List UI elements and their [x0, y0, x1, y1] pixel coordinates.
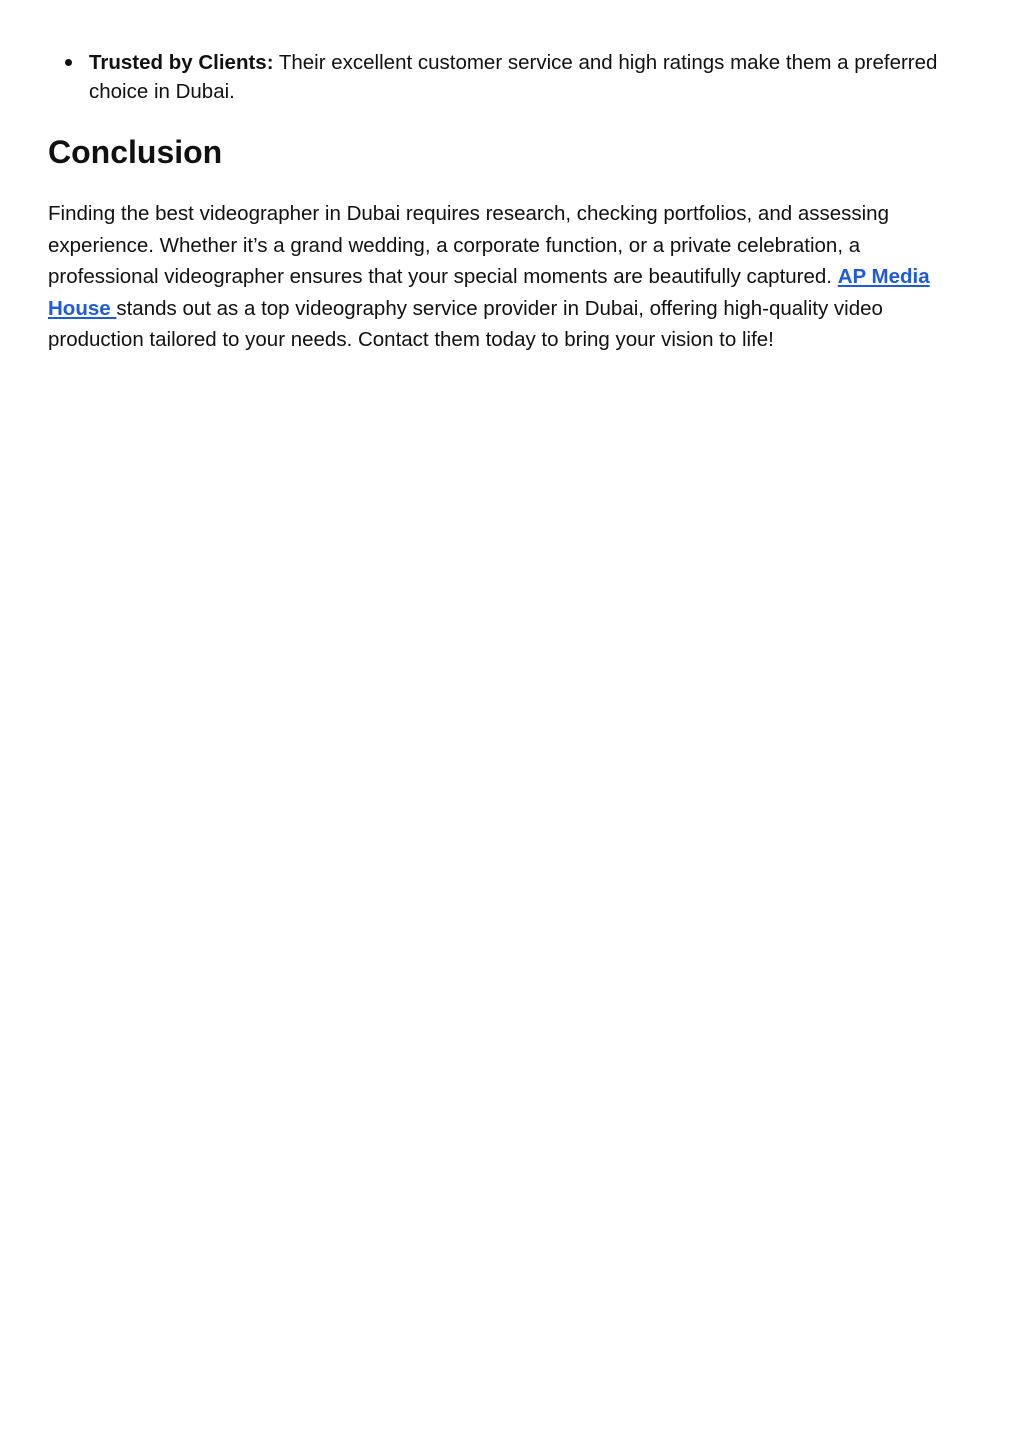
list-item-trusted-by-clients — [48, 48, 968, 106]
conclusion-heading: Conclusion — [48, 134, 223, 170]
ap-media-house-link[interactable]: AP Media House — [48, 265, 930, 320]
list-item-title: Trusted by Clients: — [89, 51, 274, 74]
paragraph-text-after-link: stands out as a top videography service provider in Dubai, offering high-quality video production tailored to your needs. Contact them today to bring your vision to life! — [48, 296, 883, 351]
bullet-dot-icon — [65, 59, 72, 66]
feature-list — [48, 48, 968, 106]
list-item-text: Their excellent customer service and high ratings make them a preferred choice in Dubai. — [89, 51, 938, 103]
conclusion-paragraph — [48, 198, 968, 356]
paragraph-text-before-link: Finding the best videographer in Dubai requires research, checking portfolios, and assessing experience. Whether it’s a grand wedding, a corporate function, or a private celebration, a professional videographer ensures that your special moments are beautifully captured. — [48, 202, 889, 288]
